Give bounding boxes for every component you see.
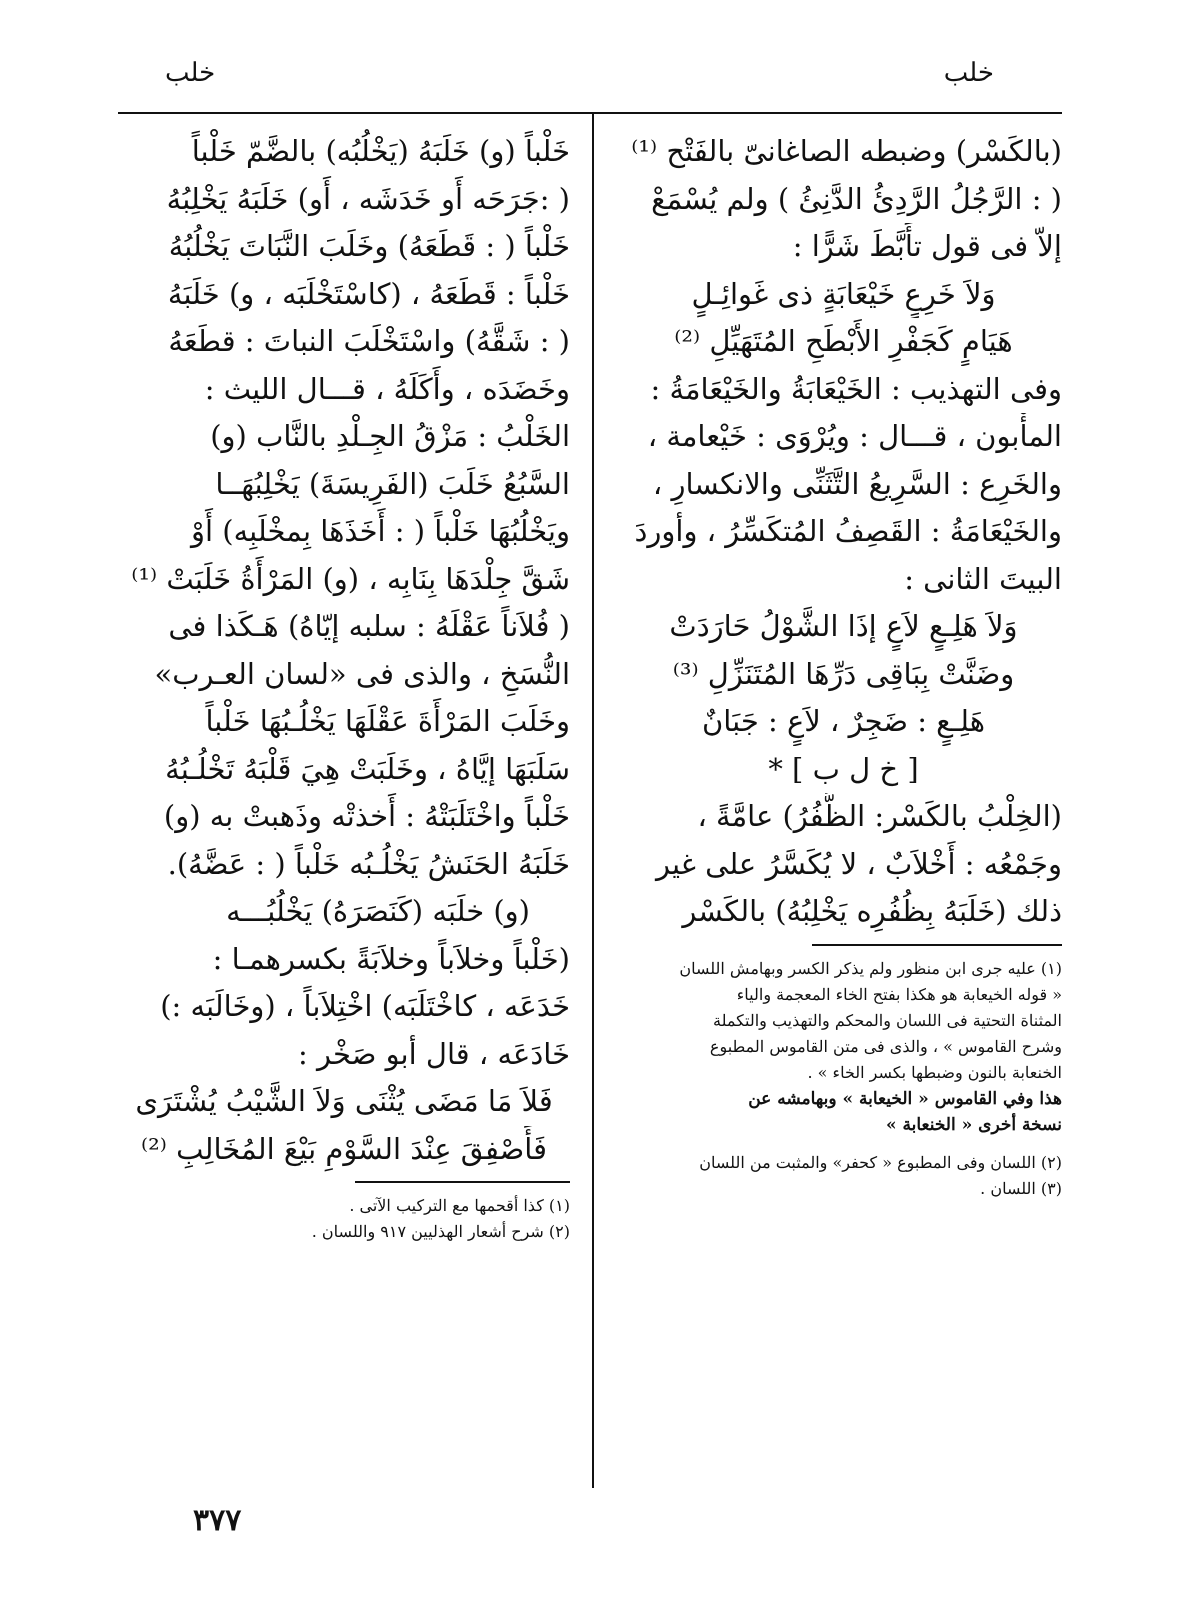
verse-line: فَلاَ مَا مَضَى يُثْنَى وَلاَ الشَّيْبُ يُشْتَرَى (135, 1084, 553, 1118)
footnote-rule (812, 944, 1062, 946)
text-line: ( : شَقَّهُ) واسْتَخْلَبَ النباتَ : قطَعَهُ (168, 324, 570, 358)
footnote: (٣) اللسان . (980, 1178, 1062, 1198)
footnote-rule (355, 1181, 570, 1183)
running-header-right: خلب (943, 58, 994, 88)
text-line: ويَخْلُبُهَا خَلْباً ( : أَخَذَهَا بِمخْلَبِه) أَوْ (190, 514, 570, 548)
text-line: السَّبُعُ خَلَبَ (الفَرِيسَةَ) يَخْلِبُهَــا (215, 466, 570, 501)
text-line: وفى التهذيب : الخَيْعَابَةُ والخَيْعَامَةُ : (650, 371, 1062, 406)
text-line: ذلك (خَلَبَهُ بِظُفُرِه يَخْلِبُهُ) بالكَسْر (682, 894, 1062, 928)
footnote: وشرح القاموس » ، والذى فى متن القاموس المطبوع (709, 1036, 1062, 1056)
footnote: (٢) اللسان وفى المطبوع « كحفر» والمثبت من اللسان (699, 1152, 1062, 1172)
verse-line: هَيَامٍ كَجَفْرِ الأَبْطَحِ المُتَهَيِّلِ ⁽²⁾ (674, 324, 1013, 358)
text-line: إلاّ فى قول تأَبَّطَ شَرًّا : (792, 229, 1062, 263)
footnote: (١) كذا أقحمها مع التركيب الآتى . (349, 1196, 570, 1215)
footnote: « قوله الخيعابة هو هكذا بفتح الخاء المعجمة والياء (736, 984, 1062, 1004)
footnote: المثناة التحتية فى اللسان والمحكم والتهذيب والتكملة (713, 1010, 1062, 1030)
text-line: خَلْباً : قَطَعَهُ ، (كاسْتَخْلَبَه ، و) خَلَبَهُ (167, 276, 570, 311)
verse-line: وَلاَ خَرِعٍ خَيْعَابَةٍ ذى غَوائِـلٍ (691, 276, 996, 311)
footnote: (٢) شرح أشعار الهذليين ٩١٧ واللسان . (311, 1222, 570, 1241)
footnote: (١) عليه جرى ابن منظور ولم يذكر الكسر وبهامش اللسان (679, 958, 1062, 978)
verse-line: وَلاَ هَلِـعٍ لاَعٍ إذَا الشَّوْلُ حَارَدَتْ (669, 609, 1018, 643)
entry-heading: [ خ ل ب ] * (768, 751, 919, 786)
text-line: (خَلْباً وخلاَباً وخلاَبَةً بكسرهمـا : (212, 941, 570, 976)
footnote: نسخة أخرى « الخنعابة » (885, 1114, 1062, 1135)
text-line: النُّسَخِ ، والذى فى «لسان العـرب» (154, 656, 570, 691)
running-header-left: خلب (165, 58, 216, 88)
text-line: البيتَ الثانى : (904, 561, 1062, 596)
text-line: خَدَعَه ، كاخْتَلَبَه) اخْتِلاَباً ، (وخَالَبَه :) (160, 989, 570, 1023)
text-line: وجَمْعُه : أَخْلاَبٌ ، لا يُكَسَّرُ على غير (656, 846, 1062, 881)
text-line: شَقَّ جِلْدَهَا بِنَابِه ، (و) المَرْأَةُ خَلَبَتْ ⁽¹⁾ (131, 561, 570, 596)
text-line: الخَلْبُ : مَزْقُ الجِـلْدِ بالنَّاب (و) (210, 419, 570, 453)
text-line: خَلْباً (و) خَلَبَهُ (يَخْلُبُه) بالضَّمّ خَلْباً (191, 134, 570, 168)
header-rule (118, 112, 1062, 114)
text-line: سَلَبَهَا إيَّاهُ ، وخَلَبَتْ هِيَ قَلْبَهُ تَخْلُـبُهُ (165, 751, 570, 786)
footnote: الخنعابة بالنون وضبطها بكسر الخاء » . (807, 1062, 1062, 1082)
text-line: (بالكَسْر) وضبطه الصاغانىّ بالفَتْح ⁽¹⁾ (631, 134, 1062, 168)
text-line: ( :جَرَحَه أَو خَدَشَه ، أَو) خَلَبَهُ يَخْلِبُهُ (166, 181, 570, 216)
text-line: والخَيْعَامَةُ : القَصِفُ المُتكَسِّرُ ، وأوردَ (634, 514, 1062, 548)
text-line: والخَرِع : السَّرِيعُ التَّثَنِّى والانكسارِ ، (652, 466, 1062, 501)
right-column (625, 128, 1062, 1202)
left-column (118, 128, 570, 1245)
column-divider (592, 114, 594, 1488)
text-line: خَادَعَه ، قال أبو صَخْر : (298, 1036, 570, 1071)
page-number: ٣٧٧ (193, 1503, 242, 1538)
text-line: وخَلَبَ المَرْأَةَ عَقْلَهَا يَخْلُـبُهَا خَلْباً (205, 704, 570, 738)
verse-line: فَأَصْفِقَ عِنْدَ السَّوْمِ بَيْعَ المُخَالِبِ ⁽²⁾ (141, 1131, 547, 1166)
text-line: المأْبون ، قـــال : ويُرْوَى : خَيْعامة ، (647, 419, 1062, 453)
text-line: خَلْباً ( : قَطَعَهُ) وخَلَبَ النَّبَاتَ يَخْلُبُهُ (168, 229, 570, 263)
verse-line: وضَنَّتْ بِبَاقِى دَرِّهَا المُتَنَزِّلِ ⁽³⁾ (672, 656, 1015, 691)
gloss-line: هَلِـعٍ : ضَجِرٌ ، لاَعٍ : جَبَانٌ (701, 704, 986, 738)
text-line: خَلْباً واخْتَلَبَتْهُ : أَخذتْه وذَهبتْ به (و) (163, 799, 570, 833)
footnote: هذا وفي القاموس « الخيعابة » وبهامشه عن (748, 1088, 1062, 1109)
text-line: (الخِلْبُ بالكَسْر: الظُّفُرُ) عامَّةً ، (697, 799, 1062, 833)
text-line: ( : الرَّجُلُ الرَّدِئُ الدَّنِئُ ) ولم يُسْمَعْ (651, 181, 1062, 216)
text-line: خَلَبَهُ الحَنَشُ يَخْلُـبُه خَلْباً ( : عَضَّهُ). (167, 846, 570, 881)
text-line: ( فُلاَناً عَقْلَهُ : سلبه إيّاهُ) هَـكَذا فى (168, 609, 570, 643)
text-line: (و) خلَبَه (كَنَصَرَهُ) يَخْلُبُـــه (226, 894, 530, 928)
text-line: وخَضَدَه ، وأَكَلَهُ ، قـــال الليث : (204, 371, 570, 406)
